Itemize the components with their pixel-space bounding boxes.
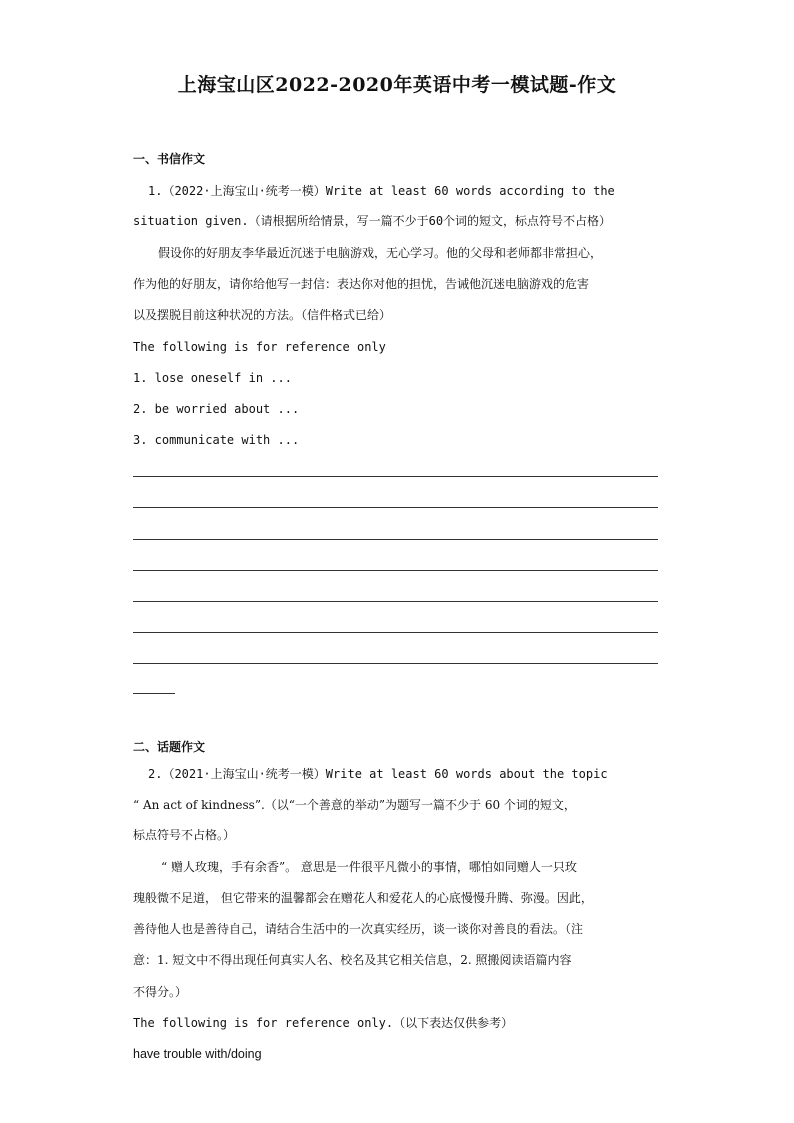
prompt-2-line-3: 善待他人也是善待自己，请结合生活中的一次真实经历，谈一谈你对善良的看法。（注: [133, 922, 584, 936]
page-title: 上海宝山区2022-2020年英语中考一模试题-作文: [177, 74, 617, 96]
writing-line-end[interactable]: [133, 693, 175, 694]
prompt-2-line-5: 不得分。）: [133, 985, 188, 999]
prompt-2-line-1: “ 赠人玫瑰，手有余香”。 意思是一件很平凡微小的事情，哪怕如同赠人一只玫: [161, 860, 577, 874]
question-2-line-2: “ An act of kindness”.（以“一个善意的举动”为题写一篇不少于 60 个词的短文，: [133, 798, 576, 812]
prompt-2-line-4: 意：1. 短文中不得出现任何真实人名、校名及其它相关信息，2. 照搬阅读语篇内容: [133, 953, 572, 967]
writing-line[interactable]: [133, 663, 658, 664]
prompt-1-line-3: 以及摆脱目前这种状况的方法。（信件格式已给）: [133, 308, 392, 322]
prompt-2-line-2: 瑰般微不足道， 但它带来的温馨都会在赠花人和爱花人的心底慢慢升腾、弥漫。因此，: [133, 891, 593, 905]
reference-note-2: The following is for reference only.（以下表达仅供参考）: [133, 1016, 514, 1030]
question-1-line-2: situation given.（请根据所给情景，写一篇不少于60个词的短文，标点符号不占格）: [133, 214, 612, 228]
question-1-line-1: 1.（2022·上海宝山·统考一模）Write at least 60 words according to the: [148, 184, 615, 198]
section-heading-letter: 一、书信作文: [133, 152, 206, 166]
prompt-1-line-2: 作为他的好朋友，请你给他写一封信：表达你对他的担忧，告诫他沉迷电脑游戏的危害: [133, 277, 590, 291]
hint-item: 2. be worried about ...: [133, 402, 300, 416]
writing-line[interactable]: [133, 632, 658, 633]
writing-line[interactable]: [133, 507, 658, 508]
reference-note-1: The following is for reference only: [133, 340, 386, 354]
hint-item: have trouble with/doing: [133, 1047, 262, 1061]
writing-line[interactable]: [133, 601, 658, 602]
writing-line[interactable]: [133, 570, 658, 571]
writing-line[interactable]: [133, 476, 658, 477]
writing-line[interactable]: [133, 539, 658, 540]
hint-item: 3. communicate with ...: [133, 433, 300, 447]
section-heading-topic: 二、话题作文: [133, 740, 206, 754]
prompt-1-line-1: 假设你的好朋友李华最近沉迷于电脑游戏，无心学习。他的父母和老师都非常担心，: [158, 246, 603, 260]
hint-item: 1. lose oneself in ...: [133, 371, 292, 385]
question-2-line-3: 标点符号不占格。）: [133, 828, 236, 842]
question-2-line-1: 2.（2021·上海宝山·统考一模）Write at least 60 words about the topic: [148, 767, 608, 781]
